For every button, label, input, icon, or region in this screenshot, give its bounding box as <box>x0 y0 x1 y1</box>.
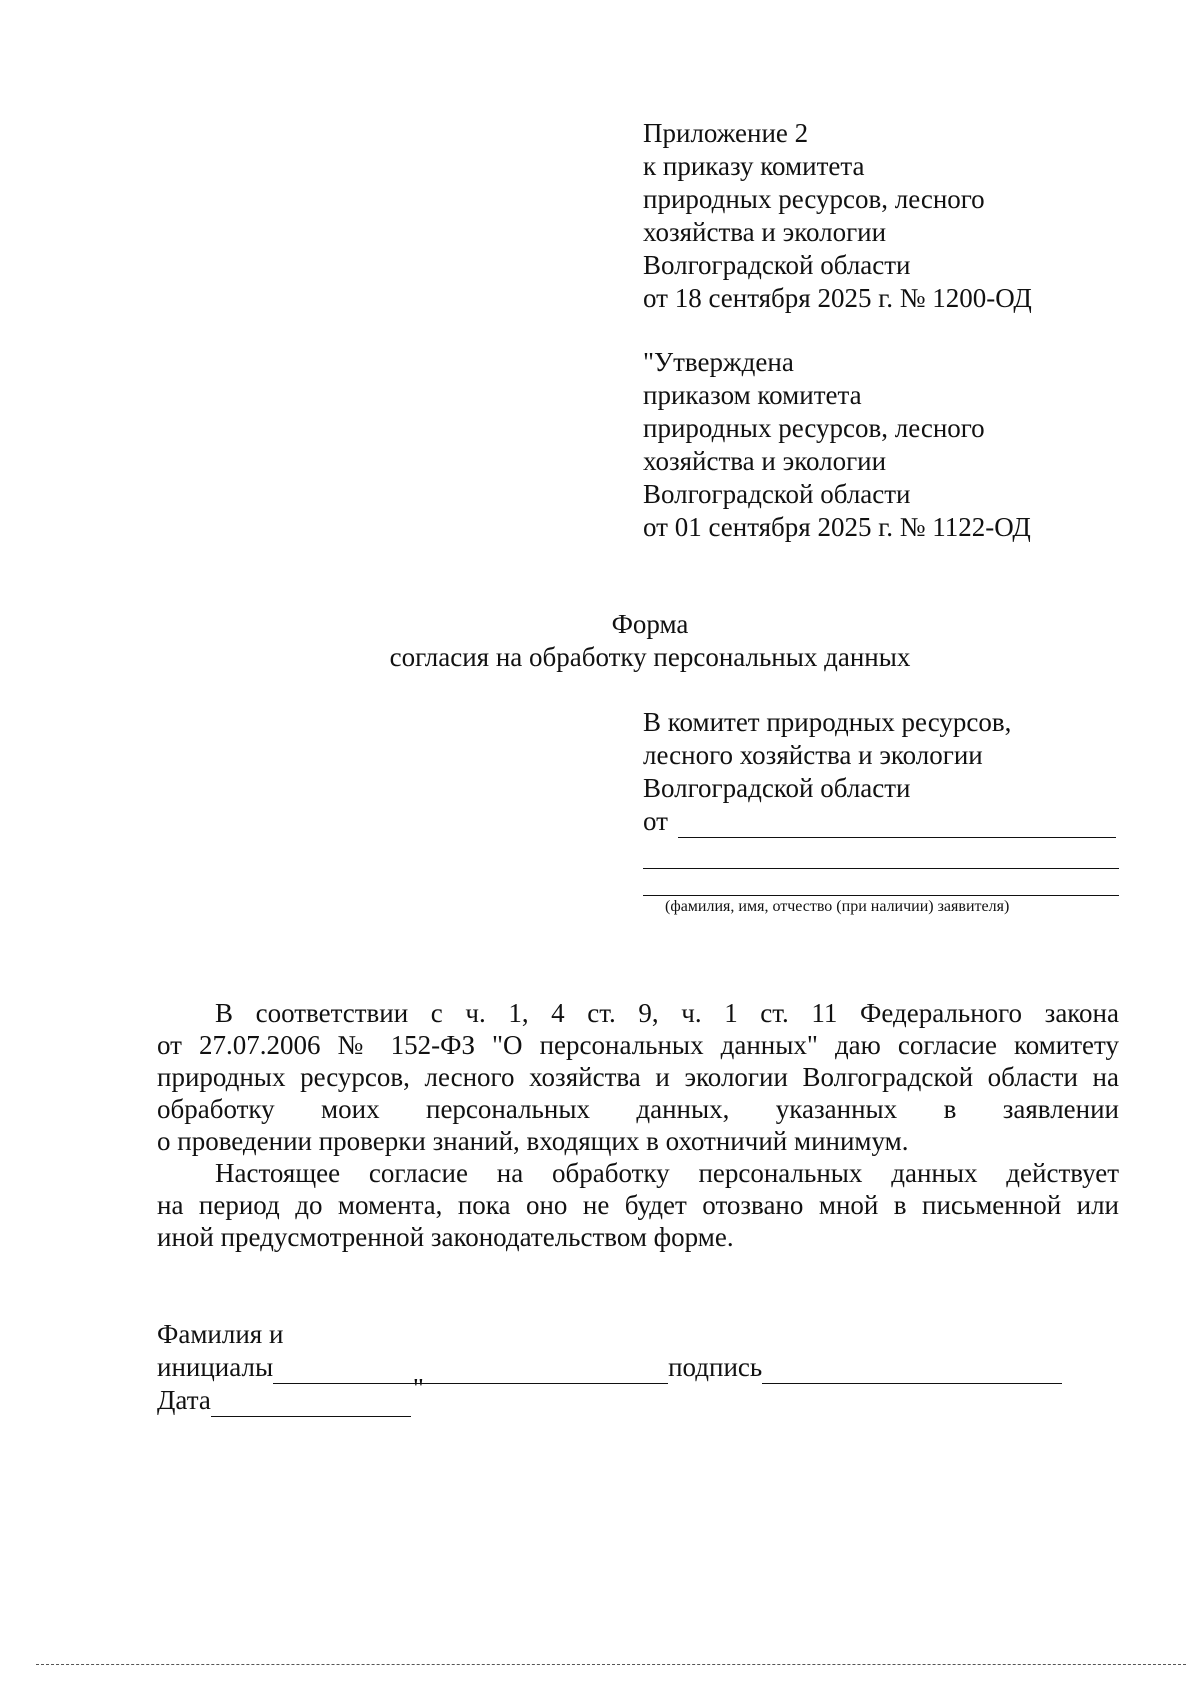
annex-line: природных ресурсов, лесного <box>643 184 985 214</box>
approval-line: природных ресурсов, лесного <box>643 413 985 443</box>
consent-paragraph-2 <box>157 1157 1119 1253</box>
annex-header <box>643 117 1123 315</box>
date-label: Дата <box>157 1385 211 1415</box>
text-line: обработку моих персональных данных, указанных в заявлении <box>157 1094 1119 1124</box>
approval-header <box>643 346 1123 544</box>
annex-line: Волгоградской области <box>643 250 911 280</box>
from-row <box>643 805 1123 838</box>
signature-field[interactable] <box>762 1359 1062 1384</box>
form-title-line: Форма <box>611 609 689 639</box>
name-label-line-1: Фамилия и <box>157 1319 284 1349</box>
text-line: В соответствии с ч. 1, 4 ст. 9, ч. 1 ст. 11 Федерального закона <box>215 998 1119 1028</box>
applicant-name-field-line-3[interactable] <box>643 895 1119 896</box>
from-label: от <box>643 806 668 836</box>
name-signature-row <box>157 1351 1117 1384</box>
text-line: на период до момента, пока оно не будет отозвано мной в письменной или <box>157 1190 1119 1220</box>
approval-line: хозяйства и экологии <box>643 446 887 476</box>
text-line: иной предусмотренной законодательством форме. <box>157 1222 734 1252</box>
addressee-line: В комитет природных ресурсов, <box>643 707 1012 737</box>
text-line: природных ресурсов, лесного хозяйства и экологии Волгоградской области на <box>157 1062 1119 1092</box>
applicant-name-field-line-2[interactable] <box>643 868 1119 869</box>
applicant-name-caption: (фамилия, имя, отчество (при наличии) заявителя) <box>665 898 1010 915</box>
date-row <box>157 1373 1117 1417</box>
applicant-name-field[interactable] <box>678 813 1116 838</box>
closing-quote: " <box>412 1373 424 1403</box>
signature-label: подпись <box>668 1352 763 1382</box>
consent-text <box>157 997 1119 1253</box>
annex-line: хозяйства и экологии <box>643 217 887 247</box>
annex-line: от 18 сентября 2025 г. № 1200-ОД <box>643 283 1032 313</box>
text-line: от 27.07.2006 № 152-ФЗ "О персональных данных" даю согласие комитету <box>157 1030 1119 1060</box>
text-line: о проведении проверки знаний, входящих в охотничий минимум. <box>157 1126 909 1156</box>
consent-paragraph-1 <box>157 997 1119 1157</box>
approval-line: приказом комитета <box>643 380 862 410</box>
addressee-block <box>643 706 1123 838</box>
footer-rule <box>36 1664 1186 1665</box>
name-label-line-2: инициалы <box>157 1352 274 1382</box>
text-line: Настоящее согласие на обработку персональных данных действует <box>215 1158 1119 1188</box>
approval-line: "Утверждена <box>643 347 794 377</box>
initials-field[interactable] <box>273 1359 668 1384</box>
annex-line: Приложение 2 <box>643 118 809 148</box>
signature-block <box>157 1318 1117 1417</box>
addressee-line: Волгоградской области <box>643 773 911 803</box>
annex-line: к приказу комитета <box>643 151 865 181</box>
form-title <box>300 608 1000 674</box>
date-field[interactable] <box>211 1392 411 1417</box>
approval-line: от 01 сентября 2025 г. № 1122-ОД <box>643 512 1031 542</box>
form-subtitle: согласия на обработку персональных данных <box>389 642 911 672</box>
addressee-line: лесного хозяйства и экологии <box>643 740 983 770</box>
approval-line: Волгоградской области <box>643 479 911 509</box>
